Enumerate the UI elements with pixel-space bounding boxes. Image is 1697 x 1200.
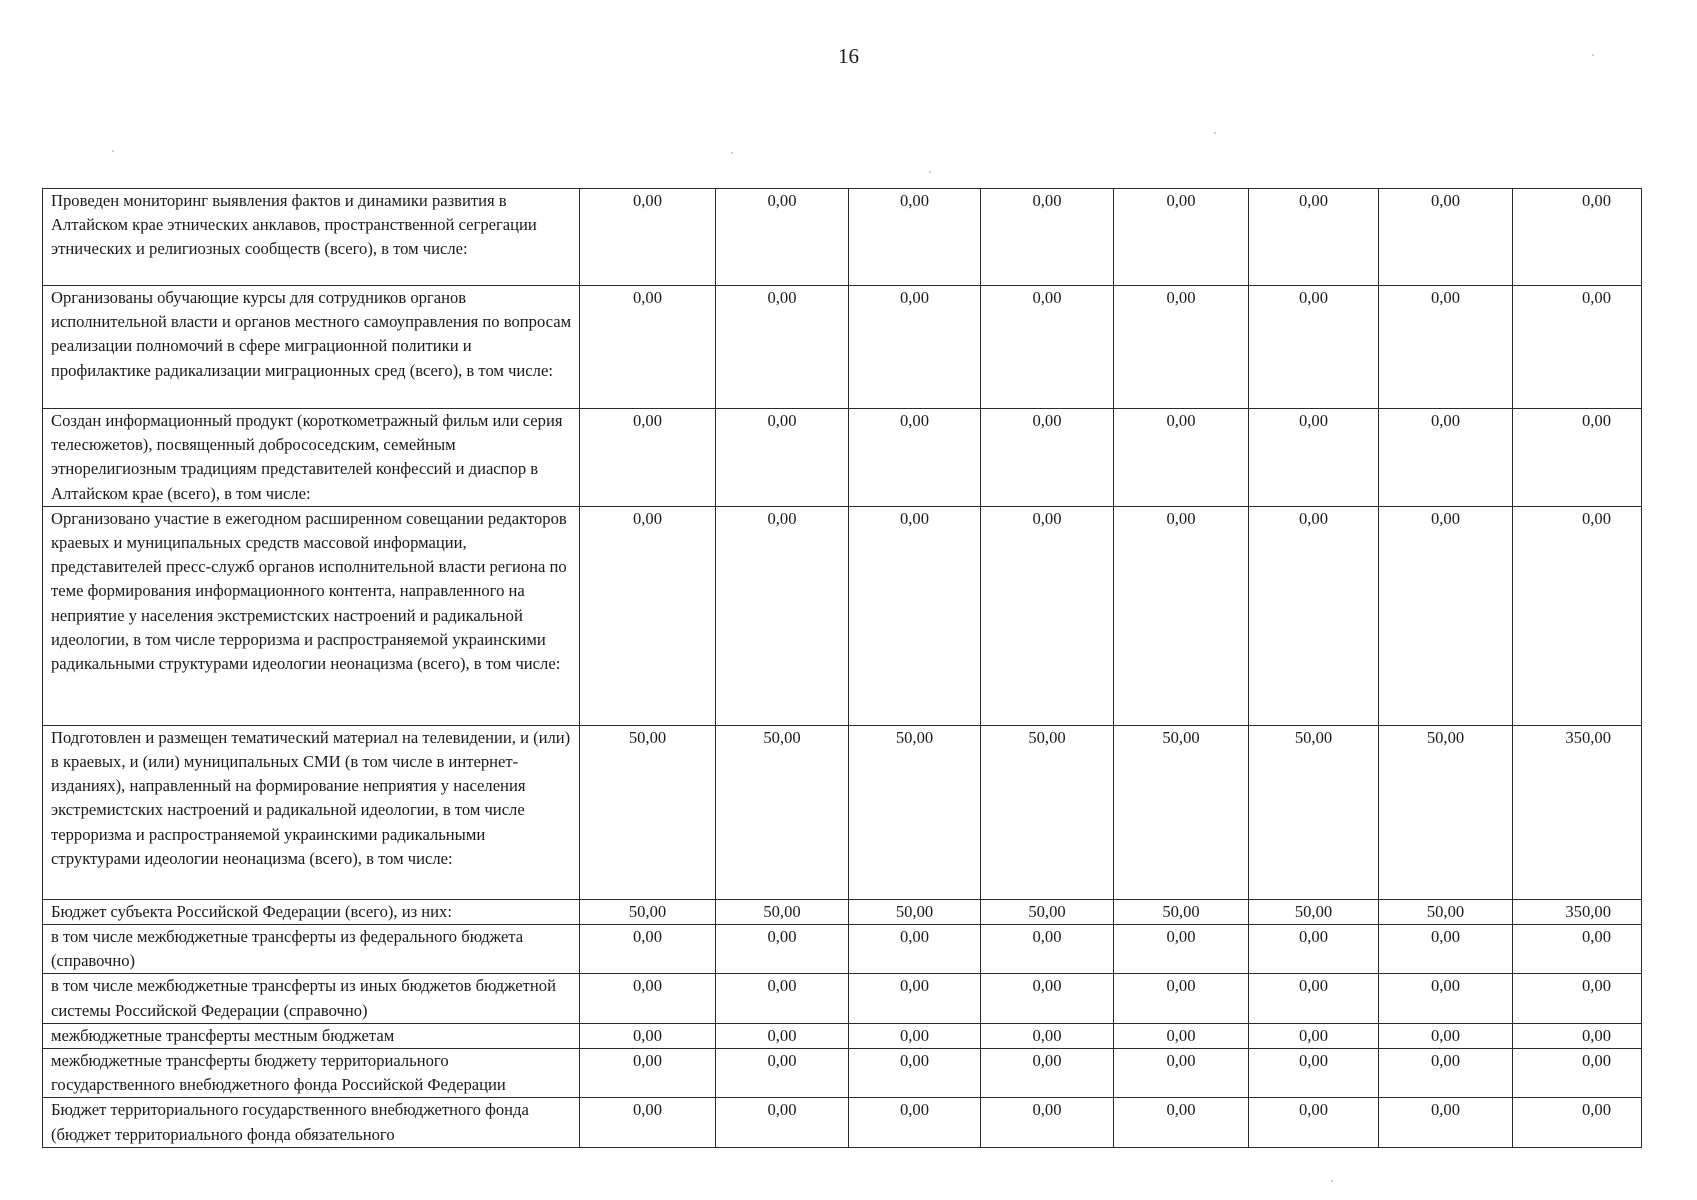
value-cell: 50,00: [716, 899, 849, 924]
value-cell: 0,00: [1249, 189, 1379, 286]
table-row: [43, 725, 1642, 899]
value-cell: 0,00: [1249, 1098, 1379, 1147]
value-cell: 0,00: [1114, 925, 1249, 974]
row-description: Организовано участие в ежегодном расширенном совещании редакторов краевых и муниципальных средств массовой информации, представителей пресс-служб органов исполнительной власти региона по теме формирования информационного контента, направленного на неприятие у населения экстремистских настроений и радикальной идеологии, в том числе терроризма и распространяемой украинскими радикальными структурами идеологии неонацизма (всего), в том числе:: [43, 506, 580, 725]
value-cell: 0,00: [580, 1049, 716, 1098]
value-cell: 0,00: [1114, 409, 1249, 507]
value-cell: 0,00: [1379, 1098, 1513, 1147]
row-description: Бюджет территориального государственного внебюджетного фонда (бюджет территориального фонда обязательного: [43, 1098, 580, 1147]
table-row: [43, 1023, 1642, 1048]
value-cell: 0,00: [849, 925, 981, 974]
value-cell: 0,00: [849, 974, 981, 1023]
value-cell: 0,00: [1513, 1049, 1642, 1098]
value-cell: 0,00: [580, 974, 716, 1023]
value-cell: 0,00: [1379, 286, 1513, 409]
value-cell: 0,00: [1114, 506, 1249, 725]
value-cell: 0,00: [1513, 409, 1642, 507]
value-cell: 0,00: [1379, 506, 1513, 725]
value-cell: 0,00: [580, 925, 716, 974]
value-cell: 50,00: [1249, 899, 1379, 924]
scan-speck: [1592, 54, 1594, 56]
value-cell: 0,00: [1513, 925, 1642, 974]
value-cell: 50,00: [1379, 899, 1513, 924]
row-description: Проведен мониторинг выявления фактов и динамики развития в Алтайском крае этнических анклавов, пространственной сегрегации этнических и религиозных сообществ (всего), в том числе:: [43, 189, 580, 286]
table-row: [43, 925, 1642, 974]
value-cell: 0,00: [981, 1098, 1114, 1147]
value-cell: 0,00: [1114, 1023, 1249, 1048]
value-cell: 0,00: [981, 1049, 1114, 1098]
value-cell: 50,00: [580, 899, 716, 924]
table-row: [43, 286, 1642, 409]
value-cell: 0,00: [716, 974, 849, 1023]
value-cell: 0,00: [849, 1098, 981, 1147]
value-cell: 0,00: [849, 1049, 981, 1098]
value-cell: 0,00: [1513, 189, 1642, 286]
value-cell: 50,00: [981, 725, 1114, 899]
row-description: Бюджет субъекта Российской Федерации (всего), из них:: [43, 899, 580, 924]
value-cell: 0,00: [1379, 925, 1513, 974]
scan-speck: [1331, 1180, 1333, 1182]
value-cell: 0,00: [1379, 1023, 1513, 1048]
value-cell: 0,00: [1114, 286, 1249, 409]
scan-speck: [731, 152, 733, 154]
table-row: [43, 189, 1642, 286]
value-cell: 50,00: [580, 725, 716, 899]
value-cell: 0,00: [1513, 286, 1642, 409]
table-body: [43, 189, 1642, 1148]
value-cell: 0,00: [1513, 506, 1642, 725]
value-cell: 50,00: [1114, 725, 1249, 899]
scan-speck: [929, 171, 931, 173]
value-cell: 350,00: [1513, 899, 1642, 924]
value-cell: 0,00: [1249, 409, 1379, 507]
value-cell: 0,00: [849, 286, 981, 409]
value-cell: 350,00: [1513, 725, 1642, 899]
value-cell: 0,00: [981, 974, 1114, 1023]
value-cell: 0,00: [716, 286, 849, 409]
value-cell: 50,00: [716, 725, 849, 899]
value-cell: 0,00: [716, 925, 849, 974]
value-cell: 0,00: [716, 1023, 849, 1048]
value-cell: 0,00: [849, 189, 981, 286]
value-cell: 0,00: [1114, 974, 1249, 1023]
value-cell: 50,00: [849, 899, 981, 924]
value-cell: 0,00: [716, 189, 849, 286]
value-cell: 0,00: [1513, 1098, 1642, 1147]
value-cell: 50,00: [1379, 725, 1513, 899]
row-description: Подготовлен и размещен тематический материал на телевидении, и (или) в краевых, и (или) муниципальных СМИ (в том числе в интернет-изданиях), направленный на формирование неприятия у населения экстремистских настроений и радикальной идеологии, в том числе терроризма и распространяемой украинскими радикальными структурами идеологии неонацизма (всего), в том числе:: [43, 725, 580, 899]
value-cell: 0,00: [1513, 974, 1642, 1023]
row-description: межбюджетные трансферты местным бюджетам: [43, 1023, 580, 1048]
value-cell: 0,00: [1379, 1049, 1513, 1098]
value-cell: 0,00: [580, 1023, 716, 1048]
value-cell: 0,00: [716, 506, 849, 725]
table-row: [43, 899, 1642, 924]
value-cell: 0,00: [1114, 1098, 1249, 1147]
value-cell: 0,00: [1249, 286, 1379, 409]
value-cell: 0,00: [1249, 1049, 1379, 1098]
table-row: [43, 1098, 1642, 1147]
page-number: 16: [838, 44, 859, 68]
value-cell: 0,00: [981, 409, 1114, 507]
table-row: [43, 506, 1642, 725]
value-cell: 0,00: [849, 409, 981, 507]
table-row: [43, 409, 1642, 507]
value-cell: 50,00: [1249, 725, 1379, 899]
scan-speck: [112, 150, 114, 152]
row-description: межбюджетные трансферты бюджету территориального государственного внебюджетного фонда Российской Федерации: [43, 1049, 580, 1098]
scan-speck: [1214, 132, 1216, 134]
value-cell: 0,00: [1379, 974, 1513, 1023]
value-cell: 0,00: [1249, 1023, 1379, 1048]
value-cell: 0,00: [849, 1023, 981, 1048]
value-cell: 0,00: [981, 189, 1114, 286]
value-cell: 0,00: [981, 925, 1114, 974]
value-cell: 0,00: [1249, 925, 1379, 974]
row-description: в том числе межбюджетные трансферты из федерального бюджета (справочно): [43, 925, 580, 974]
value-cell: 0,00: [1249, 506, 1379, 725]
value-cell: 0,00: [849, 506, 981, 725]
value-cell: 0,00: [981, 506, 1114, 725]
value-cell: 0,00: [716, 1098, 849, 1147]
value-cell: 0,00: [981, 286, 1114, 409]
value-cell: 0,00: [1513, 1023, 1642, 1048]
value-cell: 0,00: [981, 1023, 1114, 1048]
table-row: [43, 974, 1642, 1023]
value-cell: 0,00: [1379, 189, 1513, 286]
value-cell: 0,00: [716, 409, 849, 507]
value-cell: 0,00: [580, 506, 716, 725]
value-cell: 0,00: [580, 409, 716, 507]
value-cell: 0,00: [1379, 409, 1513, 507]
value-cell: 0,00: [580, 1098, 716, 1147]
row-description: в том числе межбюджетные трансферты из иных бюджетов бюджетной системы Российской Федерации (справочно): [43, 974, 580, 1023]
table-row: [43, 1049, 1642, 1098]
value-cell: 0,00: [716, 1049, 849, 1098]
value-cell: 0,00: [580, 286, 716, 409]
value-cell: 0,00: [580, 189, 716, 286]
value-cell: 0,00: [1114, 189, 1249, 286]
value-cell: 50,00: [981, 899, 1114, 924]
row-description: Организованы обучающие курсы для сотрудников органов исполнительной власти и органов местного самоуправления по вопросам реализации полномочий в сфере миграционной политики и профилактике радикализации миграционных сред (всего), в том числе:: [43, 286, 580, 409]
value-cell: 50,00: [1114, 899, 1249, 924]
value-cell: 0,00: [1114, 1049, 1249, 1098]
budget-table: [42, 188, 1642, 1148]
value-cell: 0,00: [1249, 974, 1379, 1023]
value-cell: 50,00: [849, 725, 981, 899]
row-description: Создан информационный продукт (короткометражный фильм или серия телесюжетов), посвященный добрососедским, семейным этнорелигиозным традициям представителей конфессий и диаспор в Алтайском крае (всего), в том числе:: [43, 409, 580, 507]
